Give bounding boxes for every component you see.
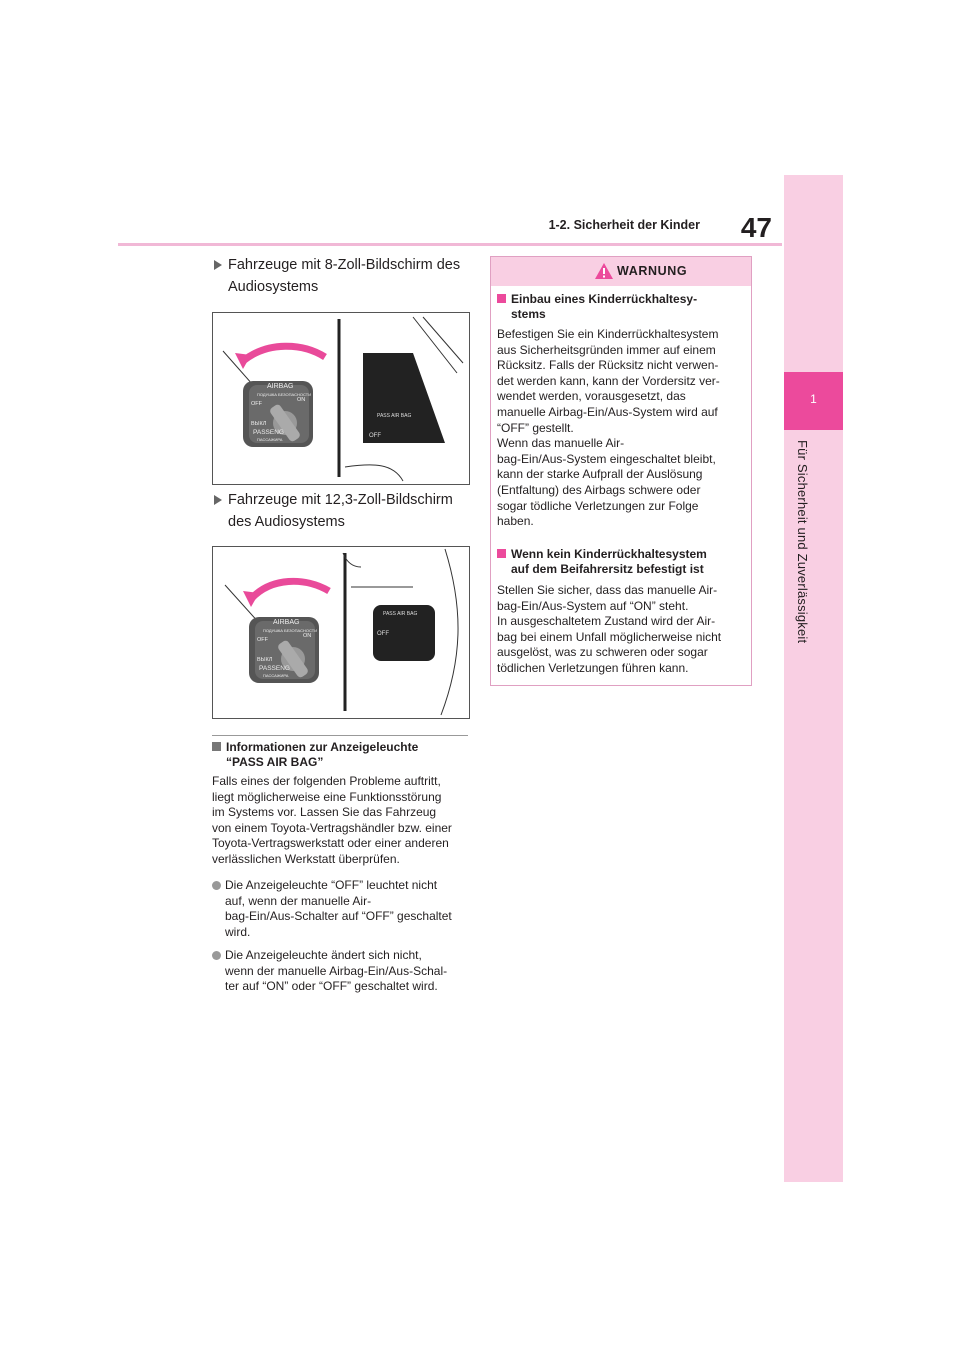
header-rule — [118, 243, 782, 246]
label-off: OFF — [257, 637, 268, 643]
label-cyrillic-passenger: ПАССАЖИРА — [263, 673, 289, 678]
text-line: wird. — [225, 924, 251, 939]
triangle-bullet-icon — [214, 495, 222, 505]
chapter-number: 1 — [810, 392, 817, 406]
heading-line: Fahrzeuge mit 12,3-Zoll-Bildschirm — [228, 492, 453, 508]
label-off-indicator: OFF — [369, 433, 381, 439]
text-line: In ausgeschaltetem Zustand wird der Air- — [497, 614, 716, 629]
square-bullet-icon — [212, 742, 221, 751]
text-line: Befestigen Sie ein Kinderrückhaltesystem — [497, 327, 719, 341]
text-line: bag-Ein/Aus-System auf “ON” steht. — [497, 598, 689, 613]
warning-title: WARNUNG — [617, 264, 688, 278]
text-line: Toyota-Vertragswerkstatt oder einer anderen — [212, 836, 449, 851]
label-cyrillic-passenger: ПАССАЖИРА — [257, 437, 283, 442]
info-heading-line: Informationen zur Anzeigeleuchte — [226, 740, 419, 754]
label-passeng: PASSENG — [253, 429, 284, 436]
label-passeng: PASSENG — [259, 665, 290, 672]
heading-8-inch — [214, 254, 474, 300]
warning-subheading — [497, 292, 747, 322]
text-line: (Entfaltung) des Airbags schwere oder — [497, 482, 701, 497]
text-line: Wenn das manuelle Air- — [497, 436, 625, 451]
text-line: ter auf “ON” oder “OFF” geschaltet wird. — [225, 979, 438, 994]
text-line: wenn der manuelle Airbag-Ein/Aus-Schal- — [225, 963, 448, 978]
text-line: manuelle Airbag-Ein/Aus-System wird auf — [497, 404, 718, 419]
subheading-line: Wenn kein Kinderrückhaltesystem — [511, 547, 707, 561]
list-item — [212, 948, 472, 998]
subheading-line: stems — [511, 307, 546, 321]
subheading-line: Einbau eines Kinderrückhaltesy- — [511, 292, 698, 306]
label-off-indicator: OFF — [377, 631, 389, 637]
text-line: bag-Ein/Aus-System eingeschaltet bleibt, — [497, 451, 716, 466]
info-divider — [212, 735, 468, 736]
heading-line: des Audiosystems — [228, 514, 345, 530]
figure-12-inch-switch — [212, 546, 470, 719]
square-bullet-icon — [497, 294, 506, 303]
warning-header — [491, 257, 751, 286]
text-line: bag-Ein/Aus-Schalter auf “OFF” geschaltet — [225, 909, 452, 924]
warning-box — [490, 256, 752, 686]
text-line: liegt möglicherweise eine Funktionsstörung — [212, 789, 442, 804]
label-on: ON — [303, 633, 312, 639]
text-line: auf, wenn der manuelle Air- — [225, 893, 372, 908]
text-line: bag bei einem Unfall möglicherweise nicht — [497, 629, 722, 644]
text-line: Die Anzeigeleuchte “OFF” leuchtet nicht — [225, 878, 438, 892]
text-line: im Systems vor. Lassen Sie das Fahrzeug — [212, 805, 437, 820]
text-line: kann der starke Aufprall der Auslösung — [497, 467, 703, 482]
label-pass-air-bag: PASS AIR BAG — [377, 413, 412, 419]
dot-bullet-icon — [212, 881, 221, 890]
subheading-line: auf dem Beifahrersitz befestigt ist — [511, 562, 704, 576]
label-cyrillic-airbag: ПОДУШКА БЕЗОПАСНОСТИ — [257, 392, 312, 397]
info-heading — [212, 740, 468, 770]
square-bullet-icon — [497, 549, 506, 558]
dot-bullet-icon — [212, 951, 221, 960]
label-off: OFF — [251, 401, 262, 407]
triangle-bullet-icon — [214, 260, 222, 270]
text-line: Rücksitz. Falls der Rücksitz nicht verwen- — [497, 358, 719, 373]
heading-12-inch — [214, 489, 474, 535]
info-heading-line: “PASS AIR BAG” — [226, 755, 324, 769]
label-vykl: ВЫКЛ — [251, 421, 267, 427]
text-line: det werden kann, kann der Vordersitz ver- — [497, 373, 720, 388]
chapter-title: Für Sicherheit und Zuverlässigkeit — [795, 440, 810, 644]
airbag-switch-illustration-icon — [213, 547, 469, 718]
text-line: sogar tödliche Verletzungen zur Folge — [497, 498, 699, 513]
label-airbag: AIRBAG — [267, 383, 294, 390]
text-line: tödlichen Verletzungen führen kann. — [497, 660, 689, 675]
info-paragraph — [212, 774, 472, 868]
list-item — [212, 878, 472, 942]
warning-triangle-icon — [594, 262, 614, 280]
text-line: haben. — [497, 514, 534, 529]
page-number: 47 — [740, 212, 772, 243]
warning-paragraph — [497, 327, 749, 530]
label-vykl: ВЫКЛ — [257, 657, 273, 663]
figure-8-inch-switch — [212, 312, 470, 485]
heading-line: Audiosystems — [228, 279, 319, 295]
warning-subheading — [497, 547, 747, 577]
text-line: “OFF” gestellt. — [497, 420, 574, 435]
text-line: Falls eines der folgenden Probleme auftritt, — [212, 774, 441, 788]
text-line: Die Anzeigeleuchte ändert sich nicht, — [225, 948, 422, 962]
label-airbag: AIRBAG — [273, 619, 300, 626]
airbag-switch-illustration-icon — [213, 313, 469, 484]
text-line: verlässlichen Werkstatt überprüfen. — [212, 851, 400, 866]
section-title: 1-2. Sicherheit der Kinder — [548, 218, 700, 232]
warning-paragraph — [497, 583, 749, 677]
heading-line: Fahrzeuge mit 8-Zoll-Bildschirm des — [228, 257, 461, 273]
text-line: ausgelöst, was zu schweren oder sogar — [497, 645, 708, 660]
text-line: aus Sicherheitsgründen immer auf einem — [497, 342, 716, 357]
label-pass-air-bag: PASS AIR BAG — [383, 611, 418, 617]
text-line: Stellen Sie sicher, dass das manuelle Air- — [497, 583, 718, 597]
label-on: ON — [297, 397, 306, 403]
text-line: von einem Toyota-Vertragshändler bzw. einer — [212, 820, 452, 835]
label-cyrillic-airbag: ПОДУШКА БЕЗОПАСНОСТИ — [263, 628, 318, 633]
text-line: wendet werden, vorausgesetzt, das — [497, 389, 686, 404]
